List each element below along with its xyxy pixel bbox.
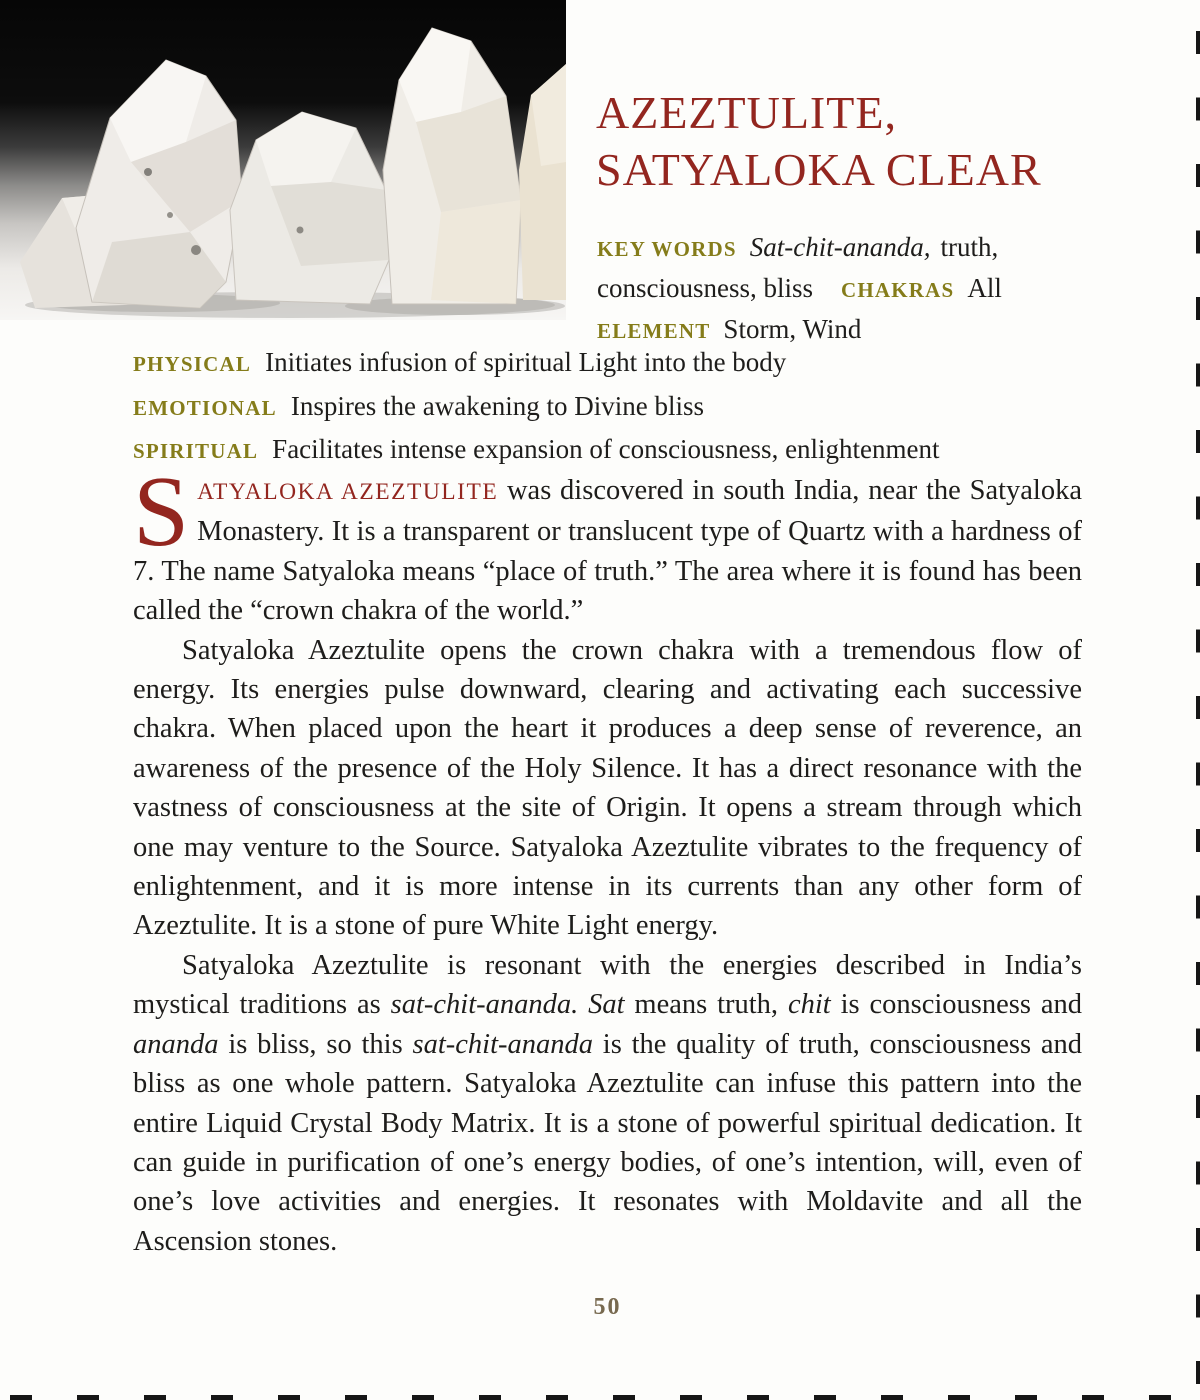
paragraph-2-text: Satyaloka Azeztulite opens the crown chakra with a tremendous flow of energy. Its energies pulse downward, clearing and activating each successive chakra. When placed upon the heart it produces a deep sense of reverence, an awareness of the presence of the Holy Silence. It has a direct resonance with the vastness of consciousness at the site of Origin. It opens a stream through which one may venture to the Source. Satyaloka Azeztulite vibrates to the frequency of enlightenment, and it is more intense in its currents than any other form of Azeztulite. It is a stone of pure White Light energy. bbox=[133, 634, 1082, 942]
paragraph-3-text: means truth, bbox=[624, 989, 788, 1021]
paragraph-1 bbox=[133, 455, 1082, 631]
emotional-label: EMOTIONAL bbox=[133, 395, 277, 420]
paragraph-3-italic: sat-chit-ananda. Sat bbox=[390, 989, 625, 1021]
attributes-block bbox=[133, 342, 1093, 473]
spiritual-row bbox=[133, 429, 1093, 473]
key-words-after: truth, bbox=[940, 232, 999, 262]
spiritual-label: SPIRITUAL bbox=[133, 439, 259, 463]
keywords-line-1 bbox=[597, 228, 1137, 269]
quartz-photo-image bbox=[0, 0, 566, 320]
paragraph-3-italic: chit bbox=[787, 989, 831, 1021]
paragraph-1-text: was discovered in south India, near the Satyaloka Monastery. It is a transparent or translucent type of Quartz with a hardness of 7. The name Satyaloka means “place of truth.” The area where it is found has been called the “crown chakra of the world.” bbox=[133, 475, 1082, 627]
lead-small-caps: ATYALOKA AZEZTULITE bbox=[197, 479, 499, 505]
chakras-value: All bbox=[967, 273, 1002, 303]
paragraph-3-italic: sat-chit-ananda bbox=[412, 1028, 593, 1060]
keywords-line-2 bbox=[597, 269, 1137, 310]
body-text bbox=[133, 455, 1082, 1261]
physical-row bbox=[133, 342, 1093, 386]
emotional-value: Inspires the awakening to Divine bliss bbox=[290, 390, 705, 421]
physical-label: PHYSICAL bbox=[133, 352, 252, 376]
quartz-photo bbox=[0, 0, 566, 320]
paragraph-3-text: is consciousness and bbox=[830, 989, 1082, 1021]
spiritual-value: Facilitates intense expansion of consciousness, enlightenment bbox=[272, 434, 940, 464]
page-edge-marks-bottom bbox=[10, 1395, 1195, 1400]
title-line-2: SATYALOKA CLEAR bbox=[596, 144, 1042, 195]
paragraph-3-text: Satyaloka Azeztulite is resonant with the energies described in India’s mystical traditions as bbox=[133, 949, 1082, 1021]
page-number: 50 bbox=[593, 1294, 622, 1320]
key-words-label: KEY WORDS bbox=[597, 237, 737, 261]
element-value: Storm, Wind bbox=[723, 314, 862, 344]
page-title bbox=[596, 84, 1042, 198]
chakras-label: CHAKRAS bbox=[841, 278, 955, 302]
emotional-row bbox=[133, 386, 1093, 430]
element-label: ELEMENT bbox=[597, 319, 711, 343]
page-edge-marks-right bbox=[1196, 31, 1200, 1400]
key-words-line2: consciousness, bliss bbox=[597, 273, 813, 303]
paragraph-3-text: is the quality of truth, consciousness and bliss as one whole pattern. Satyaloka Azeztulite can infuse this pattern into the entire Liquid Crystal Body Matrix. It is a stone of powerful spiritual dedication. It can guide in purification of one’s energy bodies, of one’s intention, will, even of one’s love activities and energies. It resonates with Moldavite and all the Ascension stones. bbox=[133, 1028, 1082, 1257]
title-line-1: AZEZTULITE, bbox=[596, 87, 897, 138]
key-words-italic: Sat-chit-ananda, bbox=[749, 232, 931, 262]
physical-value: Initiates infusion of spiritual Light into the body bbox=[265, 347, 787, 377]
paragraph-2 bbox=[133, 631, 1082, 946]
paragraph-3 bbox=[133, 946, 1082, 1261]
keywords-block bbox=[597, 228, 1137, 351]
drop-cap: S bbox=[133, 455, 190, 567]
paragraph-3-italic: ananda bbox=[133, 1028, 219, 1060]
paragraph-3-text: is bliss, so this bbox=[218, 1028, 413, 1060]
